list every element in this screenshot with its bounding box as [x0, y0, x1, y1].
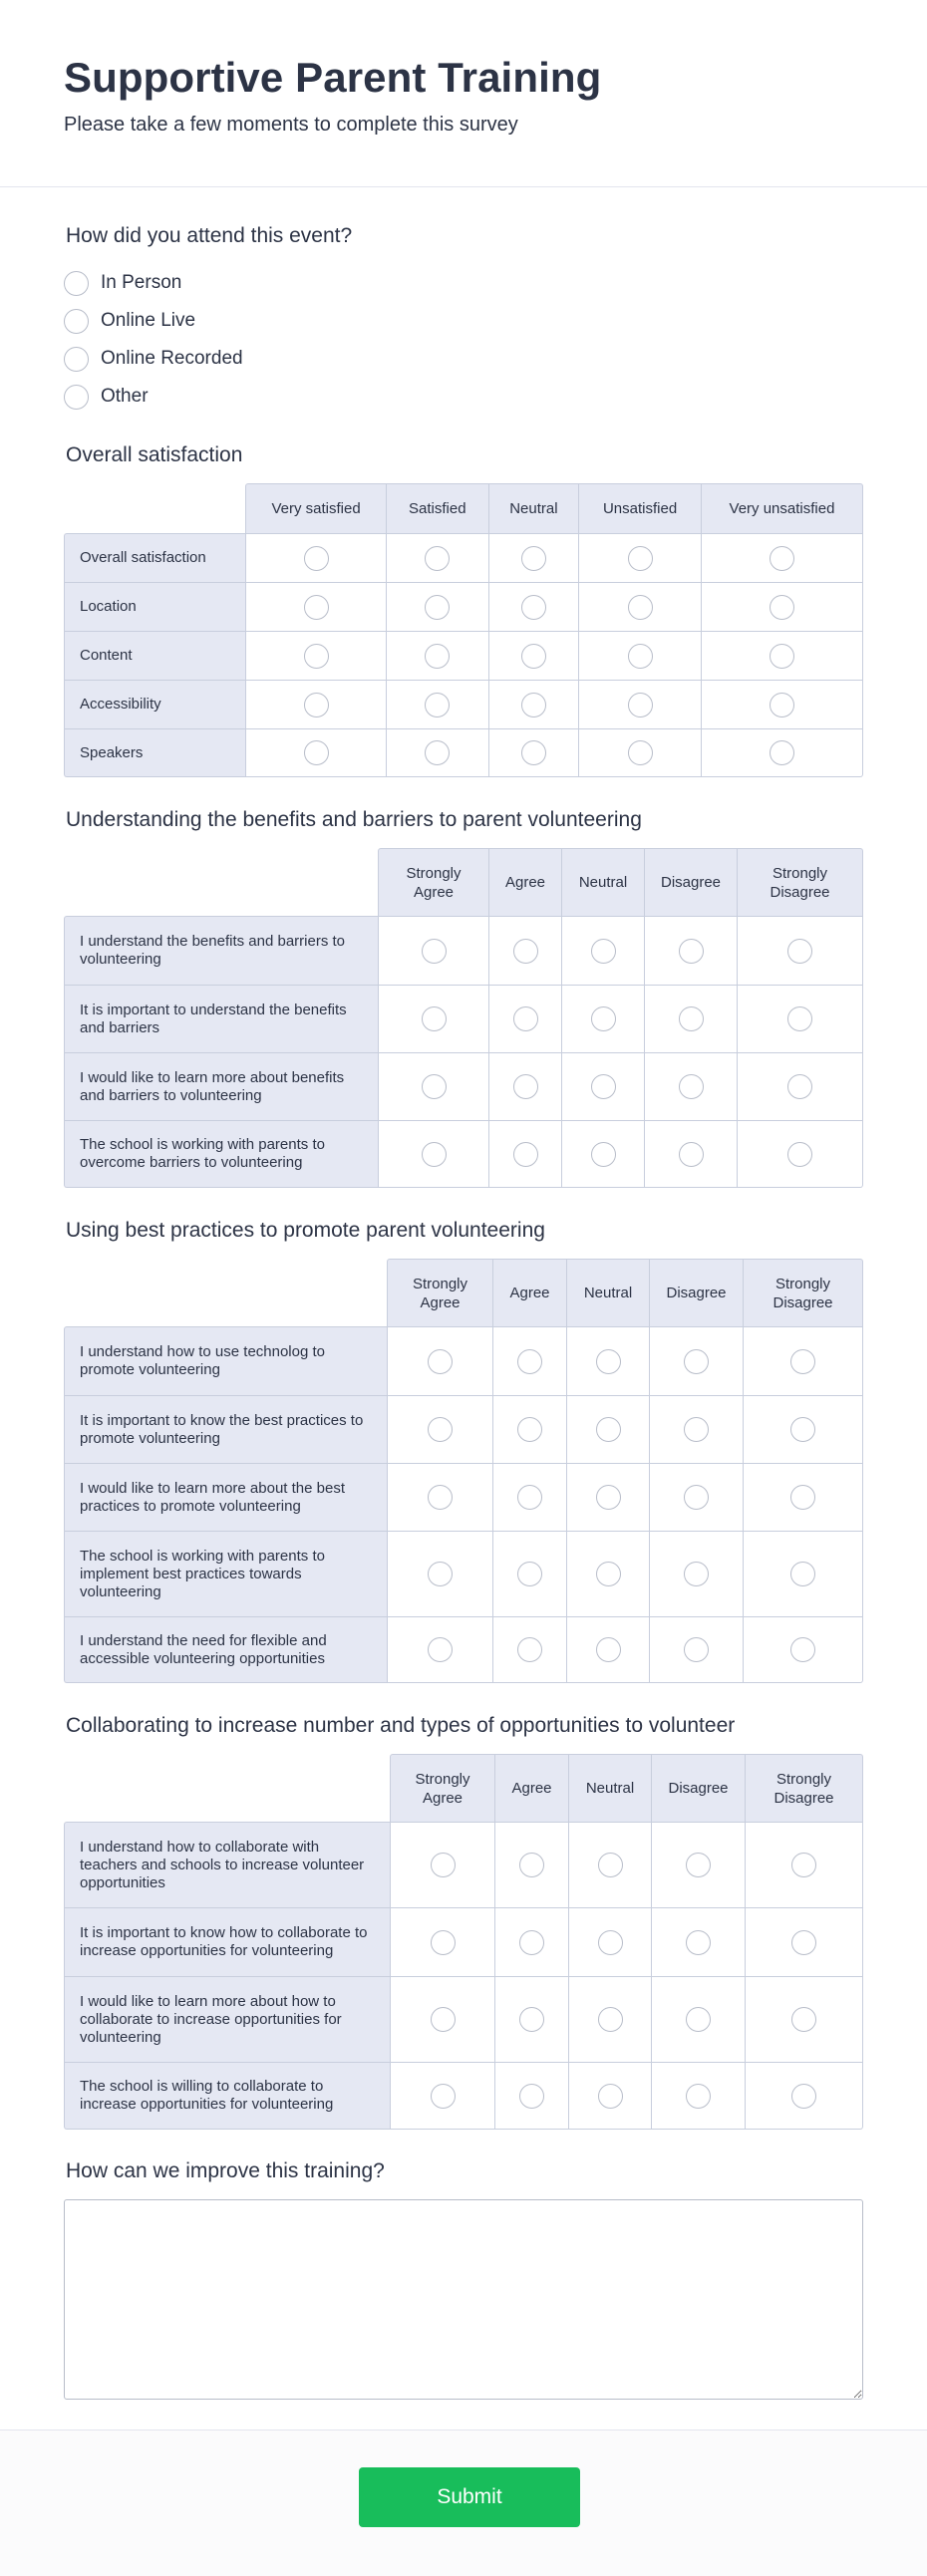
attendance-question-label: How did you attend this event?	[66, 224, 353, 247]
matrix-column-header: Neutral	[489, 483, 580, 533]
matrix-cell	[489, 582, 580, 631]
matrix-cell	[387, 1395, 493, 1463]
radio-button[interactable]	[679, 1074, 704, 1099]
matrix-cell	[569, 1822, 652, 1907]
radio-button[interactable]	[791, 2007, 816, 2032]
matrix-row-label: Location	[64, 582, 245, 631]
matrix-row	[64, 1616, 863, 1683]
radio-button[interactable]	[428, 1417, 453, 1442]
form-subtitle: Please take a few moments to complete this survey	[64, 114, 518, 136]
matrix-cell	[746, 2062, 863, 2130]
radio-button[interactable]	[770, 595, 794, 620]
practices-matrix	[64, 1217, 863, 1683]
matrix-cell	[579, 680, 702, 728]
form-content	[0, 222, 927, 2405]
radio-button[interactable]	[684, 1417, 709, 1442]
radio-button[interactable]	[425, 595, 450, 620]
radio-button[interactable]	[521, 693, 546, 717]
matrix-cell	[702, 680, 863, 728]
matrix-cell	[495, 1976, 569, 2062]
matrix-cell	[245, 582, 387, 631]
satisfaction-table	[64, 483, 863, 777]
radio-button[interactable]	[679, 1006, 704, 1031]
matrix-cell	[387, 1531, 493, 1616]
improve-question-label: How can we improve this training?	[66, 2159, 385, 2182]
attendance-option[interactable]	[64, 264, 863, 302]
submit-button[interactable]: Submit	[359, 2467, 580, 2527]
matrix-column-header: Strongly Disagree	[738, 848, 863, 916]
radio-button[interactable]	[425, 740, 450, 765]
matrix-row-label: I understand the benefits and barriers to volunteering	[64, 916, 378, 985]
matrix-column-header: Neutral	[569, 1754, 652, 1822]
matrix-cell	[493, 1531, 567, 1616]
attendance-question	[64, 222, 863, 416]
matrix-cell	[245, 533, 387, 582]
radio-button[interactable]	[591, 1074, 616, 1099]
matrix-cell	[645, 985, 738, 1052]
radio-button[interactable]	[304, 740, 329, 765]
matrix-row	[64, 1531, 863, 1616]
radio-button[interactable]	[64, 309, 89, 334]
matrix-row	[64, 582, 863, 631]
attendance-options	[64, 264, 863, 416]
radio-button[interactable]	[787, 1074, 812, 1099]
benefits-title: Understanding the benefits and barriers to parent volunteering	[66, 808, 642, 831]
radio-button[interactable]	[428, 1485, 453, 1510]
radio-button[interactable]	[517, 1349, 542, 1374]
radio-button[interactable]	[684, 1562, 709, 1586]
matrix-cell	[702, 631, 863, 680]
satisfaction-matrix	[64, 441, 863, 777]
radio-button[interactable]	[521, 546, 546, 571]
matrix-row-label: It is important to know how to collaborate to increase opportunities for volunteering	[64, 1907, 390, 1976]
matrix-row	[64, 728, 863, 777]
matrix-cell	[387, 631, 489, 680]
matrix-column-header: Strongly Agree	[390, 1754, 495, 1822]
radio-button[interactable]	[304, 693, 329, 717]
matrix-cell	[650, 1531, 744, 1616]
radio-button[interactable]	[304, 644, 329, 669]
radio-button[interactable]	[431, 2084, 456, 2109]
attendance-option[interactable]	[64, 340, 863, 378]
matrix-cell	[378, 916, 489, 985]
radio-button[interactable]	[519, 2007, 544, 2032]
radio-button[interactable]	[787, 1142, 812, 1167]
matrix-cell	[746, 1976, 863, 2062]
radio-button[interactable]	[598, 2084, 623, 2109]
radio-button[interactable]	[519, 1853, 544, 1877]
improve-textarea[interactable]	[64, 2199, 863, 2400]
matrix-cell	[744, 1395, 863, 1463]
matrix-cell	[387, 582, 489, 631]
radio-button[interactable]	[64, 271, 89, 296]
improve-question	[64, 2157, 863, 2405]
matrix-row-label: It is important to understand the benefits and barriers	[64, 985, 378, 1052]
matrix-cell	[489, 916, 562, 985]
matrix-row-label: It is important to know the best practices to promote volunteering	[64, 1395, 387, 1463]
radio-button[interactable]	[791, 1930, 816, 1955]
radio-button[interactable]	[591, 939, 616, 964]
matrix-corner	[64, 1259, 387, 1326]
radio-button[interactable]	[513, 1006, 538, 1031]
matrix-cell	[744, 1616, 863, 1683]
radio-button[interactable]	[787, 939, 812, 964]
radio-button[interactable]	[521, 595, 546, 620]
matrix-cell	[387, 533, 489, 582]
matrix-cell	[493, 1616, 567, 1683]
matrix-cell	[738, 1052, 863, 1120]
matrix-cell	[579, 533, 702, 582]
radio-button[interactable]	[517, 1485, 542, 1510]
matrix-cell	[562, 916, 645, 985]
matrix-row-label: The school is willing to collaborate to increase opportunities for volunteering	[64, 2062, 390, 2130]
attendance-option[interactable]	[64, 378, 863, 416]
radio-button[interactable]	[304, 546, 329, 571]
matrix-cell	[493, 1326, 567, 1395]
radio-button[interactable]	[790, 1637, 815, 1662]
matrix-cell	[650, 1616, 744, 1683]
matrix-row	[64, 916, 863, 985]
matrix-row	[64, 1976, 863, 2062]
radio-button[interactable]	[64, 385, 89, 410]
matrix-row	[64, 985, 863, 1052]
radio-button[interactable]	[422, 1006, 447, 1031]
matrix-row-label: I understand how to collaborate with teachers and schools to increase volunteer opportunities	[64, 1822, 390, 1907]
matrix-cell	[738, 1120, 863, 1188]
radio-button[interactable]	[596, 1485, 621, 1510]
radio-button[interactable]	[422, 1142, 447, 1167]
radio-button[interactable]	[684, 1349, 709, 1374]
radio-button[interactable]	[425, 644, 450, 669]
satisfaction-title: Overall satisfaction	[66, 443, 243, 466]
matrix-cell	[744, 1463, 863, 1531]
matrix-cell	[569, 1907, 652, 1976]
matrix-cell	[650, 1326, 744, 1395]
radio-button[interactable]	[628, 595, 653, 620]
matrix-row-label: Content	[64, 631, 245, 680]
radio-button[interactable]	[596, 1417, 621, 1442]
attendance-option-label: In Person	[101, 272, 182, 293]
matrix-cell	[562, 985, 645, 1052]
matrix-row-label: I understand the need for flexible and accessible volunteering opportunities	[64, 1616, 387, 1683]
matrix-row-label: I understand how to use technolog to promote volunteering	[64, 1326, 387, 1395]
radio-button[interactable]	[790, 1349, 815, 1374]
matrix-column-header: Disagree	[650, 1259, 744, 1326]
radio-button[interactable]	[686, 1930, 711, 1955]
matrix-cell	[702, 582, 863, 631]
radio-button[interactable]	[428, 1562, 453, 1586]
matrix-corner	[64, 1754, 390, 1822]
matrix-column-header: Very unsatisfied	[702, 483, 863, 533]
radio-button[interactable]	[513, 1142, 538, 1167]
matrix-cell	[569, 1976, 652, 2062]
radio-button[interactable]	[64, 347, 89, 372]
matrix-row	[64, 1326, 863, 1395]
matrix-cell	[495, 1822, 569, 1907]
matrix-column-header: Agree	[493, 1259, 567, 1326]
collaborating-table	[64, 1754, 863, 2130]
radio-button[interactable]	[679, 1142, 704, 1167]
radio-button[interactable]	[422, 939, 447, 964]
matrix-row	[64, 1907, 863, 1976]
radio-button[interactable]	[791, 1853, 816, 1877]
matrix-column-header: Strongly Agree	[378, 848, 489, 916]
radio-button[interactable]	[422, 1074, 447, 1099]
radio-button[interactable]	[591, 1006, 616, 1031]
matrix-cell	[387, 680, 489, 728]
attendance-option-label: Online Recorded	[101, 348, 243, 369]
matrix-cell	[650, 1463, 744, 1531]
matrix-cell	[390, 1907, 495, 1976]
matrix-corner	[64, 848, 378, 916]
matrix-column-header: Agree	[489, 848, 562, 916]
matrix-cell	[650, 1395, 744, 1463]
matrix-cell	[489, 1120, 562, 1188]
radio-button[interactable]	[628, 740, 653, 765]
form-header	[0, 0, 927, 187]
matrix-cell	[387, 728, 489, 777]
radio-button[interactable]	[517, 1637, 542, 1662]
matrix-column-header: Unsatisfied	[579, 483, 702, 533]
radio-button[interactable]	[790, 1417, 815, 1442]
radio-button[interactable]	[598, 1853, 623, 1877]
matrix-cell	[387, 1326, 493, 1395]
matrix-row	[64, 631, 863, 680]
matrix-column-header: Very satisfied	[245, 483, 387, 533]
matrix-column-header: Disagree	[645, 848, 738, 916]
radio-button[interactable]	[428, 1349, 453, 1374]
matrix-cell	[579, 728, 702, 777]
matrix-cell	[744, 1326, 863, 1395]
matrix-cell	[390, 1822, 495, 1907]
matrix-cell	[245, 631, 387, 680]
matrix-cell	[489, 1052, 562, 1120]
radio-button[interactable]	[770, 693, 794, 717]
matrix-cell	[245, 728, 387, 777]
benefits-table	[64, 848, 863, 1188]
form-title: Supportive Parent Training	[64, 54, 602, 101]
radio-button[interactable]	[770, 740, 794, 765]
matrix-column-header: Neutral	[567, 1259, 650, 1326]
matrix-cell	[567, 1326, 650, 1395]
matrix-cell	[652, 1907, 746, 1976]
matrix-cell	[567, 1395, 650, 1463]
radio-button[interactable]	[513, 1074, 538, 1099]
matrix-column-header: Agree	[495, 1754, 569, 1822]
matrix-row	[64, 1822, 863, 1907]
matrix-column-header: Satisfied	[387, 483, 489, 533]
matrix-cell	[738, 985, 863, 1052]
matrix-column-header: Neutral	[562, 848, 645, 916]
matrix-cell	[702, 533, 863, 582]
matrix-cell	[652, 2062, 746, 2130]
radio-button[interactable]	[790, 1485, 815, 1510]
matrix-cell	[489, 680, 580, 728]
matrix-cell	[579, 582, 702, 631]
practices-title: Using best practices to promote parent volunteering	[66, 1219, 545, 1242]
radio-button[interactable]	[596, 1562, 621, 1586]
radio-button[interactable]	[521, 740, 546, 765]
matrix-cell	[645, 1120, 738, 1188]
radio-button[interactable]	[598, 2007, 623, 2032]
radio-button[interactable]	[628, 546, 653, 571]
radio-button[interactable]	[425, 693, 450, 717]
matrix-column-header: Strongly Disagree	[744, 1259, 863, 1326]
radio-button[interactable]	[591, 1142, 616, 1167]
matrix-row-label: Accessibility	[64, 680, 245, 728]
form-footer	[0, 2430, 927, 2576]
matrix-row	[64, 1463, 863, 1531]
matrix-row	[64, 680, 863, 728]
radio-button[interactable]	[787, 1006, 812, 1031]
radio-button[interactable]	[628, 644, 653, 669]
radio-button[interactable]	[791, 2084, 816, 2109]
radio-button[interactable]	[596, 1349, 621, 1374]
matrix-cell	[746, 1907, 863, 1976]
practices-table	[64, 1259, 863, 1683]
radio-button[interactable]	[686, 2084, 711, 2109]
matrix-cell	[378, 985, 489, 1052]
matrix-column-header: Strongly Agree	[387, 1259, 493, 1326]
attendance-option-label: Other	[101, 386, 149, 407]
matrix-cell	[495, 2062, 569, 2130]
radio-button[interactable]	[686, 1853, 711, 1877]
radio-button[interactable]	[521, 644, 546, 669]
matrix-cell	[493, 1463, 567, 1531]
matrix-row-label: The school is working with parents to implement best practices towards volunteering	[64, 1531, 387, 1616]
matrix-cell	[645, 916, 738, 985]
radio-button[interactable]	[684, 1485, 709, 1510]
matrix-row	[64, 1120, 863, 1188]
matrix-cell	[387, 1616, 493, 1683]
matrix-row-label: Speakers	[64, 728, 245, 777]
matrix-cell	[579, 631, 702, 680]
radio-button[interactable]	[431, 1930, 456, 1955]
matrix-row	[64, 2062, 863, 2130]
matrix-cell	[567, 1531, 650, 1616]
matrix-row-label: Overall satisfaction	[64, 533, 245, 582]
matrix-cell	[387, 1463, 493, 1531]
matrix-cell	[489, 985, 562, 1052]
matrix-cell	[378, 1120, 489, 1188]
matrix-cell	[378, 1052, 489, 1120]
radio-button[interactable]	[431, 2007, 456, 2032]
attendance-option[interactable]	[64, 302, 863, 340]
matrix-cell	[495, 1907, 569, 1976]
matrix-cell	[567, 1616, 650, 1683]
matrix-row-label: I would like to learn more about how to collaborate to increase opportunities for volunteering	[64, 1976, 390, 2062]
matrix-row-label: I would like to learn more about benefits and barriers to volunteering	[64, 1052, 378, 1120]
radio-button[interactable]	[596, 1637, 621, 1662]
matrix-cell	[746, 1822, 863, 1907]
radio-button[interactable]	[598, 1930, 623, 1955]
matrix-corner	[64, 483, 245, 533]
radio-button[interactable]	[431, 1853, 456, 1877]
radio-button[interactable]	[790, 1562, 815, 1586]
radio-button[interactable]	[519, 1930, 544, 1955]
radio-button[interactable]	[684, 1637, 709, 1662]
matrix-cell	[390, 1976, 495, 2062]
matrix-cell	[744, 1531, 863, 1616]
radio-button[interactable]	[428, 1637, 453, 1662]
matrix-cell	[567, 1463, 650, 1531]
matrix-cell	[489, 533, 580, 582]
matrix-cell	[489, 631, 580, 680]
radio-button[interactable]	[425, 546, 450, 571]
collaborating-matrix	[64, 1712, 863, 2130]
radio-button[interactable]	[770, 644, 794, 669]
matrix-cell	[562, 1120, 645, 1188]
radio-button[interactable]	[517, 1417, 542, 1442]
radio-button[interactable]	[770, 546, 794, 571]
radio-button[interactable]	[513, 939, 538, 964]
attendance-option-label: Online Live	[101, 310, 196, 331]
matrix-cell	[390, 2062, 495, 2130]
matrix-column-header: Strongly Disagree	[746, 1754, 863, 1822]
matrix-cell	[652, 1822, 746, 1907]
matrix-cell	[245, 680, 387, 728]
matrix-column-header: Disagree	[652, 1754, 746, 1822]
matrix-row	[64, 1052, 863, 1120]
radio-button[interactable]	[679, 939, 704, 964]
radio-button[interactable]	[686, 2007, 711, 2032]
matrix-cell	[489, 728, 580, 777]
matrix-row	[64, 533, 863, 582]
radio-button[interactable]	[628, 693, 653, 717]
benefits-matrix	[64, 806, 863, 1188]
matrix-cell	[738, 916, 863, 985]
matrix-row-label: I would like to learn more about the best practices to promote volunteering	[64, 1463, 387, 1531]
collaborating-title: Collaborating to increase number and types of opportunities to volunteer	[66, 1714, 736, 1737]
matrix-cell	[652, 1976, 746, 2062]
matrix-row-label: The school is working with parents to overcome barriers to volunteering	[64, 1120, 378, 1188]
matrix-cell	[493, 1395, 567, 1463]
matrix-cell	[569, 2062, 652, 2130]
radio-button[interactable]	[519, 2084, 544, 2109]
matrix-row	[64, 1395, 863, 1463]
radio-button[interactable]	[304, 595, 329, 620]
matrix-cell	[645, 1052, 738, 1120]
matrix-cell	[562, 1052, 645, 1120]
radio-button[interactable]	[517, 1562, 542, 1586]
matrix-cell	[702, 728, 863, 777]
